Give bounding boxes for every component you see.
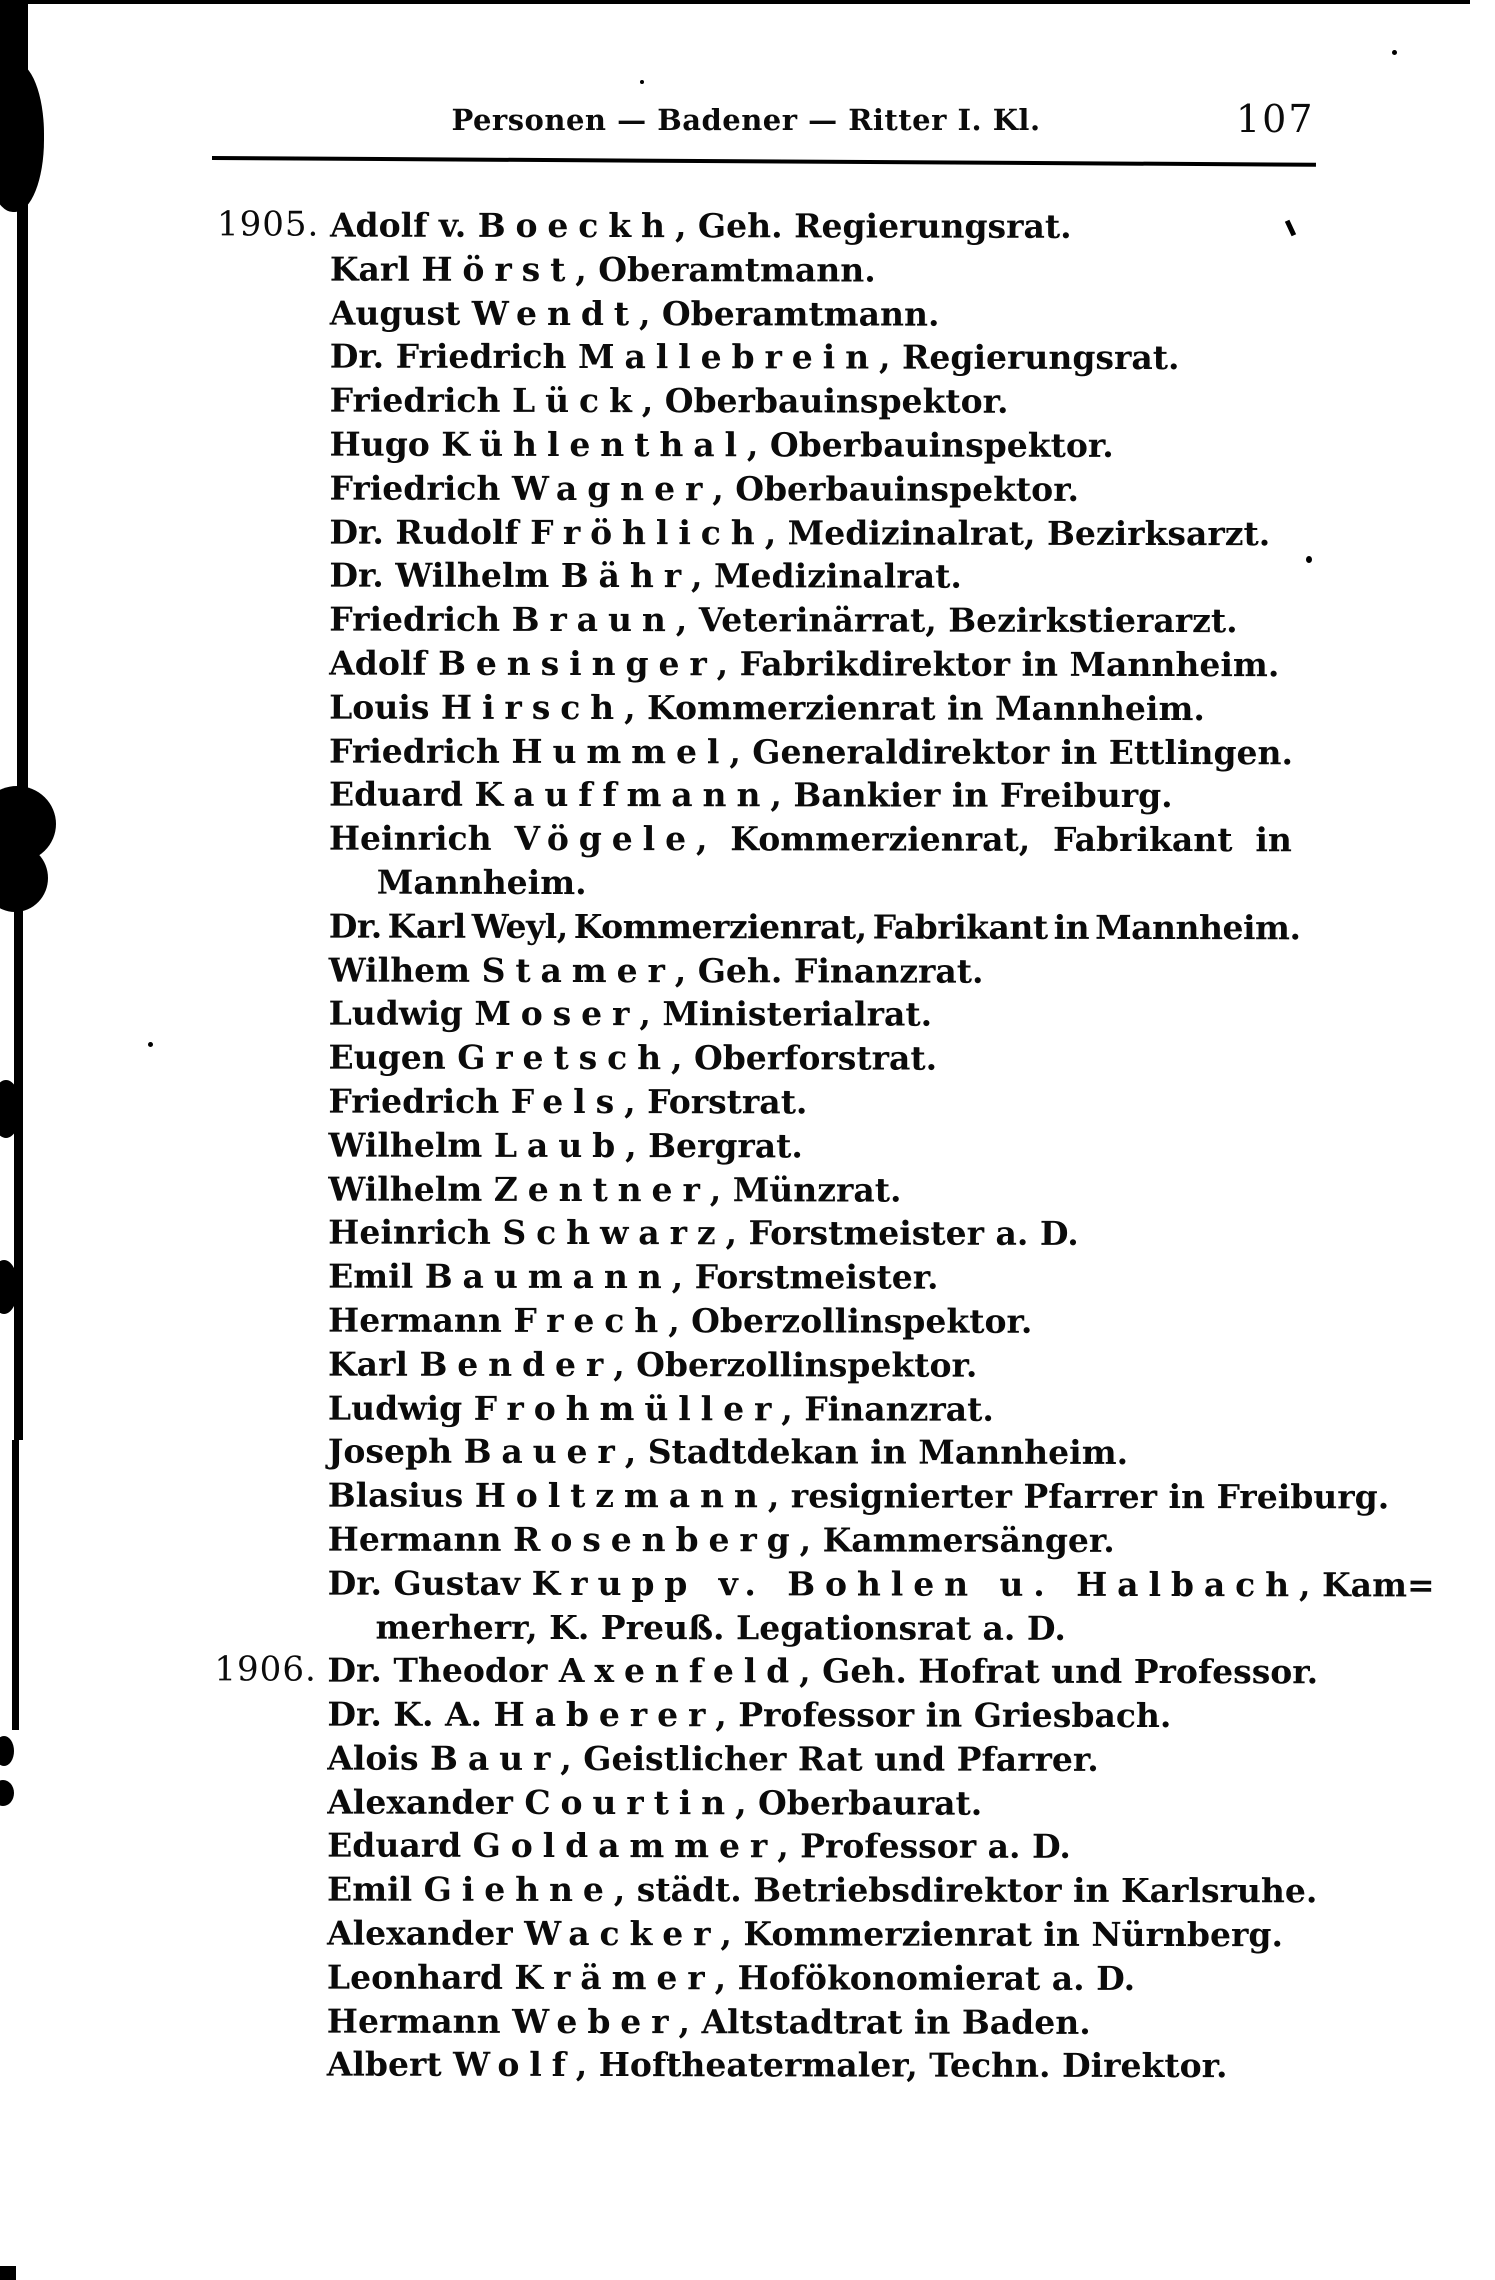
person-surname: Krämer [514,1957,715,1998]
entry-text [329,731,1293,772]
person-surname: Fröhlich [530,512,765,552]
entry-text [329,687,1205,728]
entry-post-text: , Münzrat. [709,1169,902,1210]
entry-text [327,1651,1318,1692]
entry-pre-text: Friedrich [328,1081,511,1121]
entry-post-text: , Professor in Griesbach. [715,1695,1172,1736]
entry-pre-text: Dr. Friedrich [329,336,579,377]
person-surname: Bauer [463,1432,625,1472]
scan-artifact-binding-mark [0,62,44,212]
entry-post-text: , Altstadtrat in Baden. [678,2001,1091,2042]
entry-text [327,2001,1091,2041]
entry-pre-text: Dr. Rudolf [329,512,531,552]
entry-row [0,860,1494,906]
entry-text [328,1257,939,1297]
entry-text [329,512,1270,553]
entry-row [0,1517,1493,1563]
entry-post-text: , Veterinärrat, Bezirkstierarzt. [675,600,1238,641]
entry-post-text: , Oberbauinspektor. [641,381,1009,421]
entry-pre-text: Dr. Wilhelm [329,555,561,596]
entry-text [327,1870,1317,1911]
entry-text [327,2045,1228,2086]
entry-row [0,1999,1492,2045]
entry-post-text: , Oberbauinspektor. [746,425,1114,465]
person-surname: Giehne [423,1870,614,1910]
entry-text [328,1519,1115,1559]
entry-row [0,772,1494,818]
entry-row [0,729,1494,775]
entry-row [0,1736,1492,1782]
scan-artifact-left-edge [14,880,23,1440]
entry-text [327,1695,1171,1735]
entry-row [0,1561,1493,1607]
entry-row [0,1079,1493,1125]
entry-text [328,1388,994,1428]
entry-row [0,1298,1493,1344]
scan-artifact-bottom-corner [0,2266,16,2280]
entry-text [328,1125,803,1165]
person-surname: Mallebrein [577,337,880,377]
entry-pre-text: Blasius [327,1475,475,1515]
entry-pre-text: Heinrich [328,1212,503,1253]
entry-pre-text: Emil [327,1869,424,1910]
entry-text [329,775,1173,815]
person-surname: Bähr [560,556,692,596]
entry-row [0,1342,1493,1388]
entry-post-text: , Oberbaurat. [735,1782,983,1823]
entry-row [0,1867,1492,1913]
entry-post-text: , resignierter Pfarrer in Freiburg. [767,1476,1390,1517]
scan-artifact-speck [1392,50,1397,55]
scan-artifact-top-edge [0,0,1470,4]
entry-post-text: , Hofökonomierat a. D. [714,1958,1136,1998]
entry-pre-text: Karl [327,1344,420,1384]
person-surname: Gretsch [457,1037,672,1078]
entry-pre-text: Alexander [326,1913,525,1953]
entry-row [0,1911,1492,1957]
header-rule [212,156,1316,167]
entry-row [0,1823,1492,1869]
person-surname: Zentner [493,1169,710,1209]
entry-row [0,641,1494,687]
entry-pre-text: Friedrich [329,380,513,421]
person-surname: Kühlenthal [441,424,747,465]
entry-post-text: , Generaldirektor in Ettlingen. [729,731,1294,772]
entry-text [327,1914,1283,1955]
entry-row [0,1123,1493,1169]
entry-post-text: , Medizinalrat. [691,556,962,597]
entry-list [0,203,1495,2089]
entry-pre-text: Friedrich [329,468,512,508]
entry-post-text: , Bergrat. [625,1125,803,1166]
entry-text [329,600,1237,641]
entry-text [329,468,1079,508]
entry-text [328,1082,807,1122]
entry-row [0,1386,1493,1432]
entry-post-text: , Hoftheatermaler, Techn. Direktor. [575,2045,1228,2086]
entry-row [0,247,1495,293]
entry-pre-text: Wilhelm [328,1169,494,1209]
entry-text [327,1826,1071,1866]
entry-post-text: , Regierungsrat. [878,337,1180,378]
entry-pre-text: Ludwig [328,993,475,1034]
entry-row [0,1780,1492,1826]
person-surname: Bensinger [438,643,717,684]
person-surname: Stamer [481,950,675,990]
entry-row [0,334,1495,380]
person-surname: Fels [510,1081,625,1122]
entry-text [330,249,876,289]
entry-pre-text: Hermann [327,1519,514,1559]
person-surname: Hirsch [440,687,625,727]
person-surname: Rosenberg [512,1519,800,1560]
entry-row [0,1167,1493,1213]
entry-row [0,378,1495,424]
person-surname: Baumann [424,1256,672,1297]
entry-pre-text: Eduard [327,1826,473,1866]
entry-text [329,906,1301,947]
scan-artifact-speck [1306,556,1312,563]
entry-pre-text: Mannheim. [376,862,587,902]
person-surname: Schwarz [502,1213,726,1253]
entry-post-text: , Finanzrat. [781,1388,994,1429]
person-surname: Krupp v. Bohlen u. Halbach [531,1563,1300,1604]
entry-row [0,685,1494,731]
entry-pre-text: Alexander [327,1782,525,1822]
entry-row [0,291,1495,337]
entry-pre-text: Adolf v. [329,205,478,245]
entry-row [0,1473,1493,1519]
entry-post-text: , Medizinalrat, Bezirksarzt. [764,512,1271,553]
entry-text [328,1432,1128,1472]
year-label: 1905. [216,204,320,245]
entry-row [0,510,1494,556]
entry-pre-text: August [329,293,472,333]
person-surname: Baur [430,1738,561,1778]
person-surname: Courtin [524,1782,736,1822]
entry-text [328,1476,1390,1517]
person-surname: Bender [419,1344,614,1384]
entry-text [327,1957,1135,1997]
entry-post-text: , Bankier in Freiburg. [770,775,1173,816]
entry-post-text: , Kommerzienrat in Mannheim. [624,687,1205,728]
entry-row [0,1955,1492,2001]
entry-post-text: , Oberamtmann. [638,293,940,334]
entry-post-text: , Fabrikdirektor in Mannheim. [716,644,1280,685]
person-surname: Wagner [511,468,713,509]
person-surname: Laub [493,1125,626,1165]
entry-pre-text: Joseph [327,1431,464,1472]
page-number: 107 [1236,97,1315,141]
entry-post-text: , Geistlicher Rat und Pfarrer. [560,1738,1099,1779]
person-surname: Axenfeld [558,1651,800,1691]
entry-text [328,1169,901,1209]
person-surname: Hummel [511,731,730,771]
entry-text [329,950,984,990]
entry-post-text: , Kommerzienrat, Fabrikant in [695,819,1292,860]
entry-pre-text: Emil [328,1256,425,1296]
entry-text [330,337,1180,377]
entry-text [328,1344,977,1384]
entry-post-text: , städt. Betriebsdirektor in Karlsruhe. [613,1870,1318,1911]
entry-pre-text: Albert [326,2045,454,2085]
entry-pre-text: Hermann [326,2001,513,2041]
entry-pre-text: Wilhem [328,950,482,990]
entry-row [0,553,1494,599]
entry-pre-text: Dr. Gustav [327,1563,532,1603]
scan-artifact-speck [640,80,644,84]
entry-post-text: , Professor a. D. [777,1826,1071,1867]
entry-post-text: , Geh. Finanzrat. [674,950,984,991]
entry-row [0,816,1494,862]
entry-row [0,948,1494,994]
entry-post-text: , Kommerzienrat in Nürnberg. [720,1914,1283,1955]
entry-post-text: , Kammersänger. [799,1520,1115,1560]
entry-post-text: , Forstrat. [624,1082,808,1122]
year-label: 1906. [214,1649,317,1690]
person-surname: Wendt [471,293,640,333]
entry-text [327,1738,1099,1778]
entry-post-text: , Oberzollinspektor. [613,1344,978,1385]
entry-post-text: , Forstmeister. [671,1257,939,1297]
entry-row [0,597,1494,643]
entry-row [0,1254,1493,1300]
entry-pre-text: Hugo [329,424,442,464]
entry-row [0,422,1495,468]
person-surname: Goldammer [472,1826,778,1866]
entry-text [328,1300,1032,1340]
entry-pre-text: Karl [329,249,422,289]
entry-text [330,206,1072,246]
entry-row [0,1210,1493,1256]
person-surname: Kauffmann [474,775,771,815]
entry-pre-text: Friedrich [329,599,512,640]
entry-post-text: , Kam= [1299,1564,1435,1605]
person-surname: Boeckh [477,205,675,246]
entry-post-text: , Ministerialrat. [639,994,933,1034]
person-surname: Moser [474,994,640,1034]
entry-pre-text: Hermann [328,1300,514,1340]
entry-pre-text: Dr. Theodor [327,1650,559,1691]
entry-text [327,1782,982,1822]
entry-row [0,991,1494,1037]
entry-pre-text: Dr. Karl Weyl, Kommerzienrat, Fabrikant in Mannheim. [328,906,1301,948]
scan-artifact-left-edge [12,1440,19,1730]
entry-post-text: , Geh. Hofrat und Professor. [799,1651,1319,1692]
entry-text [329,556,962,596]
entry-post-text: , Oberforstrat. [670,1038,938,1078]
entry-post-text: , Geh. Regierungsrat. [674,206,1072,246]
entry-pre-text: Eugen [328,1037,458,1077]
entry-post-text: , Oberzollinspektor. [668,1301,1033,1341]
entry-pre-text: Eduard [328,774,475,815]
entry-text [330,381,1009,421]
entry-post-text: , Oberbauinspektor. [712,469,1080,509]
entry-row [0,1692,1492,1738]
entry-pre-text: Ludwig [327,1388,474,1428]
entry-post-text: , Oberamtmann. [575,249,876,290]
entry-row [0,1429,1493,1475]
person-surname: Wolf [453,2045,576,2085]
entry-text [330,293,940,333]
person-surname: Haberer [493,1694,716,1735]
person-surname: Lück [511,381,642,421]
entry-pre-text: Friedrich [329,731,512,771]
entry-post-text: , Stadtdekan in Mannheim. [624,1432,1129,1473]
person-surname: Hörst [421,249,576,289]
scan-artifact-speck [148,1042,153,1047]
entry-text [330,425,1114,465]
entry-pre-text: Dr. K. A. [327,1694,494,1734]
entry-row [0,1648,1492,1694]
entry-text [328,1563,1435,1604]
entry-text [329,994,933,1034]
person-surname: Braun [511,600,676,640]
entry-pre-text: Adolf [329,643,439,683]
entry-pre-text: Wilhelm [328,1125,494,1165]
entry-pre-text: Leonhard [326,1957,515,1997]
entry-row [0,203,1495,249]
running-header: Personen — Badener — Ritter I. Kl. [451,103,1041,137]
entry-pre-text: Heinrich [328,818,515,859]
entry-row [0,466,1495,512]
person-surname: Frohmüller [473,1388,782,1428]
entry-row [0,904,1494,950]
person-surname: Holtzmann [474,1475,768,1516]
entry-text [375,1607,1065,1647]
entry-text [328,1213,1079,1253]
entry-pre-text: Alois [327,1738,431,1778]
person-surname: Vögele [514,819,697,859]
person-surname: Wacker [524,1913,721,1954]
entry-row [0,2042,1492,2088]
entry-text [377,863,587,902]
entry-text [329,644,1279,685]
entry-row [0,1035,1494,1081]
entry-text [328,1038,937,1078]
person-surname: Weber [512,2001,679,2041]
entry-pre-text: Louis [329,687,441,727]
entry-pre-text: merherr, K. Preuß. Legationsrat a. D. [375,1607,1066,1648]
entry-post-text: , Forstmeister a. D. [725,1213,1079,1254]
entry-text [329,817,1292,862]
person-surname: Frech [513,1300,669,1341]
entry-row [0,1604,1493,1650]
